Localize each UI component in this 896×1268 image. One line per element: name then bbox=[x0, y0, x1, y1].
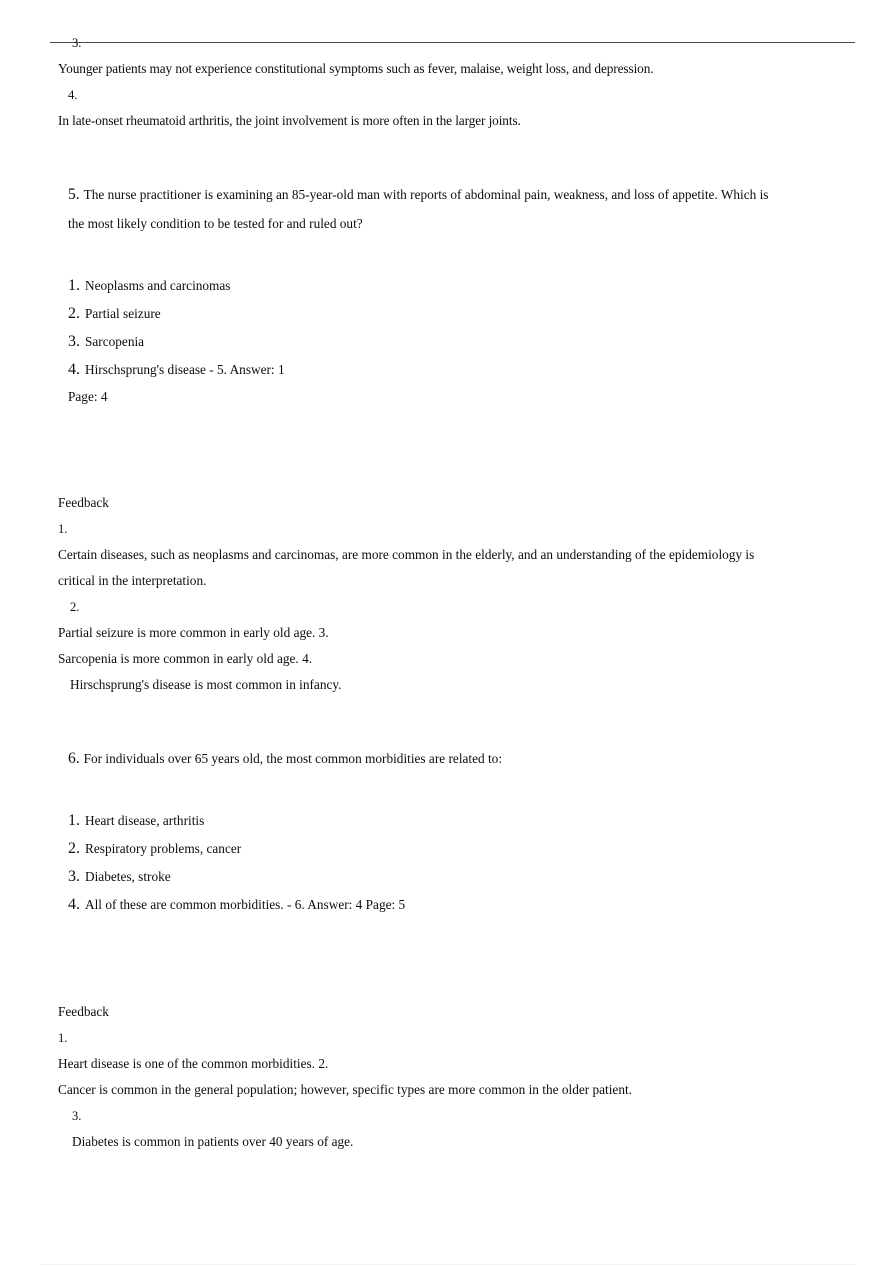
feedback-marker-1: 1. bbox=[58, 522, 68, 536]
option-item[interactable] bbox=[68, 300, 848, 328]
question-5-feedback-heading: Feedback bbox=[58, 495, 109, 510]
option-item[interactable] bbox=[68, 807, 848, 835]
option-label: Neoplasms and carcinomas bbox=[85, 278, 231, 293]
question-6-feedback-heading: Feedback bbox=[58, 1004, 109, 1019]
feedback-text-4: Hirschsprung's disease is most common in infancy. bbox=[70, 677, 342, 692]
option-number: 1. bbox=[68, 277, 80, 294]
spacer bbox=[58, 134, 848, 180]
option-label: Partial seizure bbox=[85, 306, 161, 321]
feedback-marker-2: 2. bbox=[70, 600, 80, 614]
list-marker-4: 4. bbox=[68, 88, 78, 102]
feedback-marker-1: 1. bbox=[58, 1031, 68, 1045]
spacer bbox=[58, 919, 848, 977]
question-6-stem bbox=[68, 744, 798, 773]
question-5-stem bbox=[68, 180, 786, 238]
option-number: 2. bbox=[68, 840, 80, 857]
option-item[interactable] bbox=[68, 835, 848, 863]
option-label: Hirschsprung's disease - 5. Answer: 1 bbox=[85, 362, 285, 377]
feedback-text-2: Partial seizure is more common in early old age. 3. bbox=[58, 625, 329, 640]
spacer bbox=[58, 238, 848, 272]
question-6-options bbox=[58, 807, 848, 919]
option-number: 2. bbox=[68, 305, 80, 322]
feedback-text-3: Sarcopenia is more common in early old age. 4. bbox=[58, 651, 313, 666]
feedback-text-1: Heart disease is one of the common morbidities. 2. bbox=[58, 1056, 329, 1071]
option-item[interactable] bbox=[68, 356, 848, 384]
question-6-number: 6. bbox=[68, 750, 80, 767]
intro-line-1: Younger patients may not experience constitutional symptoms such as fever, malaise, weight loss, and depression. bbox=[58, 61, 654, 76]
option-label: Diabetes, stroke bbox=[85, 869, 171, 884]
option-item[interactable] bbox=[68, 891, 848, 919]
feedback-text-1: Certain diseases, such as neoplasms and carcinomas, are more common in the elderly, and an understanding of the epidemiology is critical in the interpretation. bbox=[58, 547, 755, 588]
option-number: 3. bbox=[68, 868, 80, 885]
feedback-text-2: Cancer is common in the general population; however, specific types are more common in the older patient. bbox=[58, 1082, 633, 1097]
option-label: Sarcopenia bbox=[85, 334, 145, 349]
question-5-options bbox=[58, 272, 848, 384]
list-marker-3-truncated: 3. bbox=[72, 36, 82, 50]
document-content bbox=[58, 30, 848, 1155]
option-number: 3. bbox=[68, 333, 80, 350]
option-item[interactable] bbox=[68, 863, 848, 891]
feedback-marker-3: 3. bbox=[72, 1109, 82, 1123]
intro-line-2: In late-onset rheumatoid arthritis, the joint involvement is more often in the larger joints. bbox=[58, 113, 521, 128]
option-item[interactable] bbox=[68, 272, 848, 300]
option-label: Respiratory problems, cancer bbox=[85, 841, 242, 856]
option-label: All of these are common morbidities. - 6. Answer: 4 Page: 5 bbox=[85, 897, 406, 912]
spacer bbox=[58, 977, 848, 999]
question-5-page-reference: Page: 4 bbox=[68, 389, 108, 404]
option-item[interactable] bbox=[68, 328, 848, 356]
question-5-text: The nurse practitioner is examining an 85-year-old man with reports of abdominal pain, weakness, and loss of appetite. Which is the most likely condition to be tested for and ruled out? bbox=[68, 187, 769, 231]
spacer bbox=[58, 698, 848, 744]
spacer bbox=[58, 468, 848, 490]
option-number: 4. bbox=[68, 361, 80, 378]
spacer bbox=[58, 773, 848, 807]
option-label: Heart disease, arthritis bbox=[85, 813, 205, 828]
question-6-text: For individuals over 65 years old, the most common morbidities are related to: bbox=[83, 751, 503, 766]
feedback-text-3: Diabetes is common in patients over 40 years of age. bbox=[72, 1134, 354, 1149]
spacer bbox=[58, 410, 848, 468]
option-number: 1. bbox=[68, 812, 80, 829]
question-5-number: 5. bbox=[68, 186, 80, 203]
footer-hairline bbox=[40, 1264, 855, 1265]
option-number: 4. bbox=[68, 896, 80, 913]
